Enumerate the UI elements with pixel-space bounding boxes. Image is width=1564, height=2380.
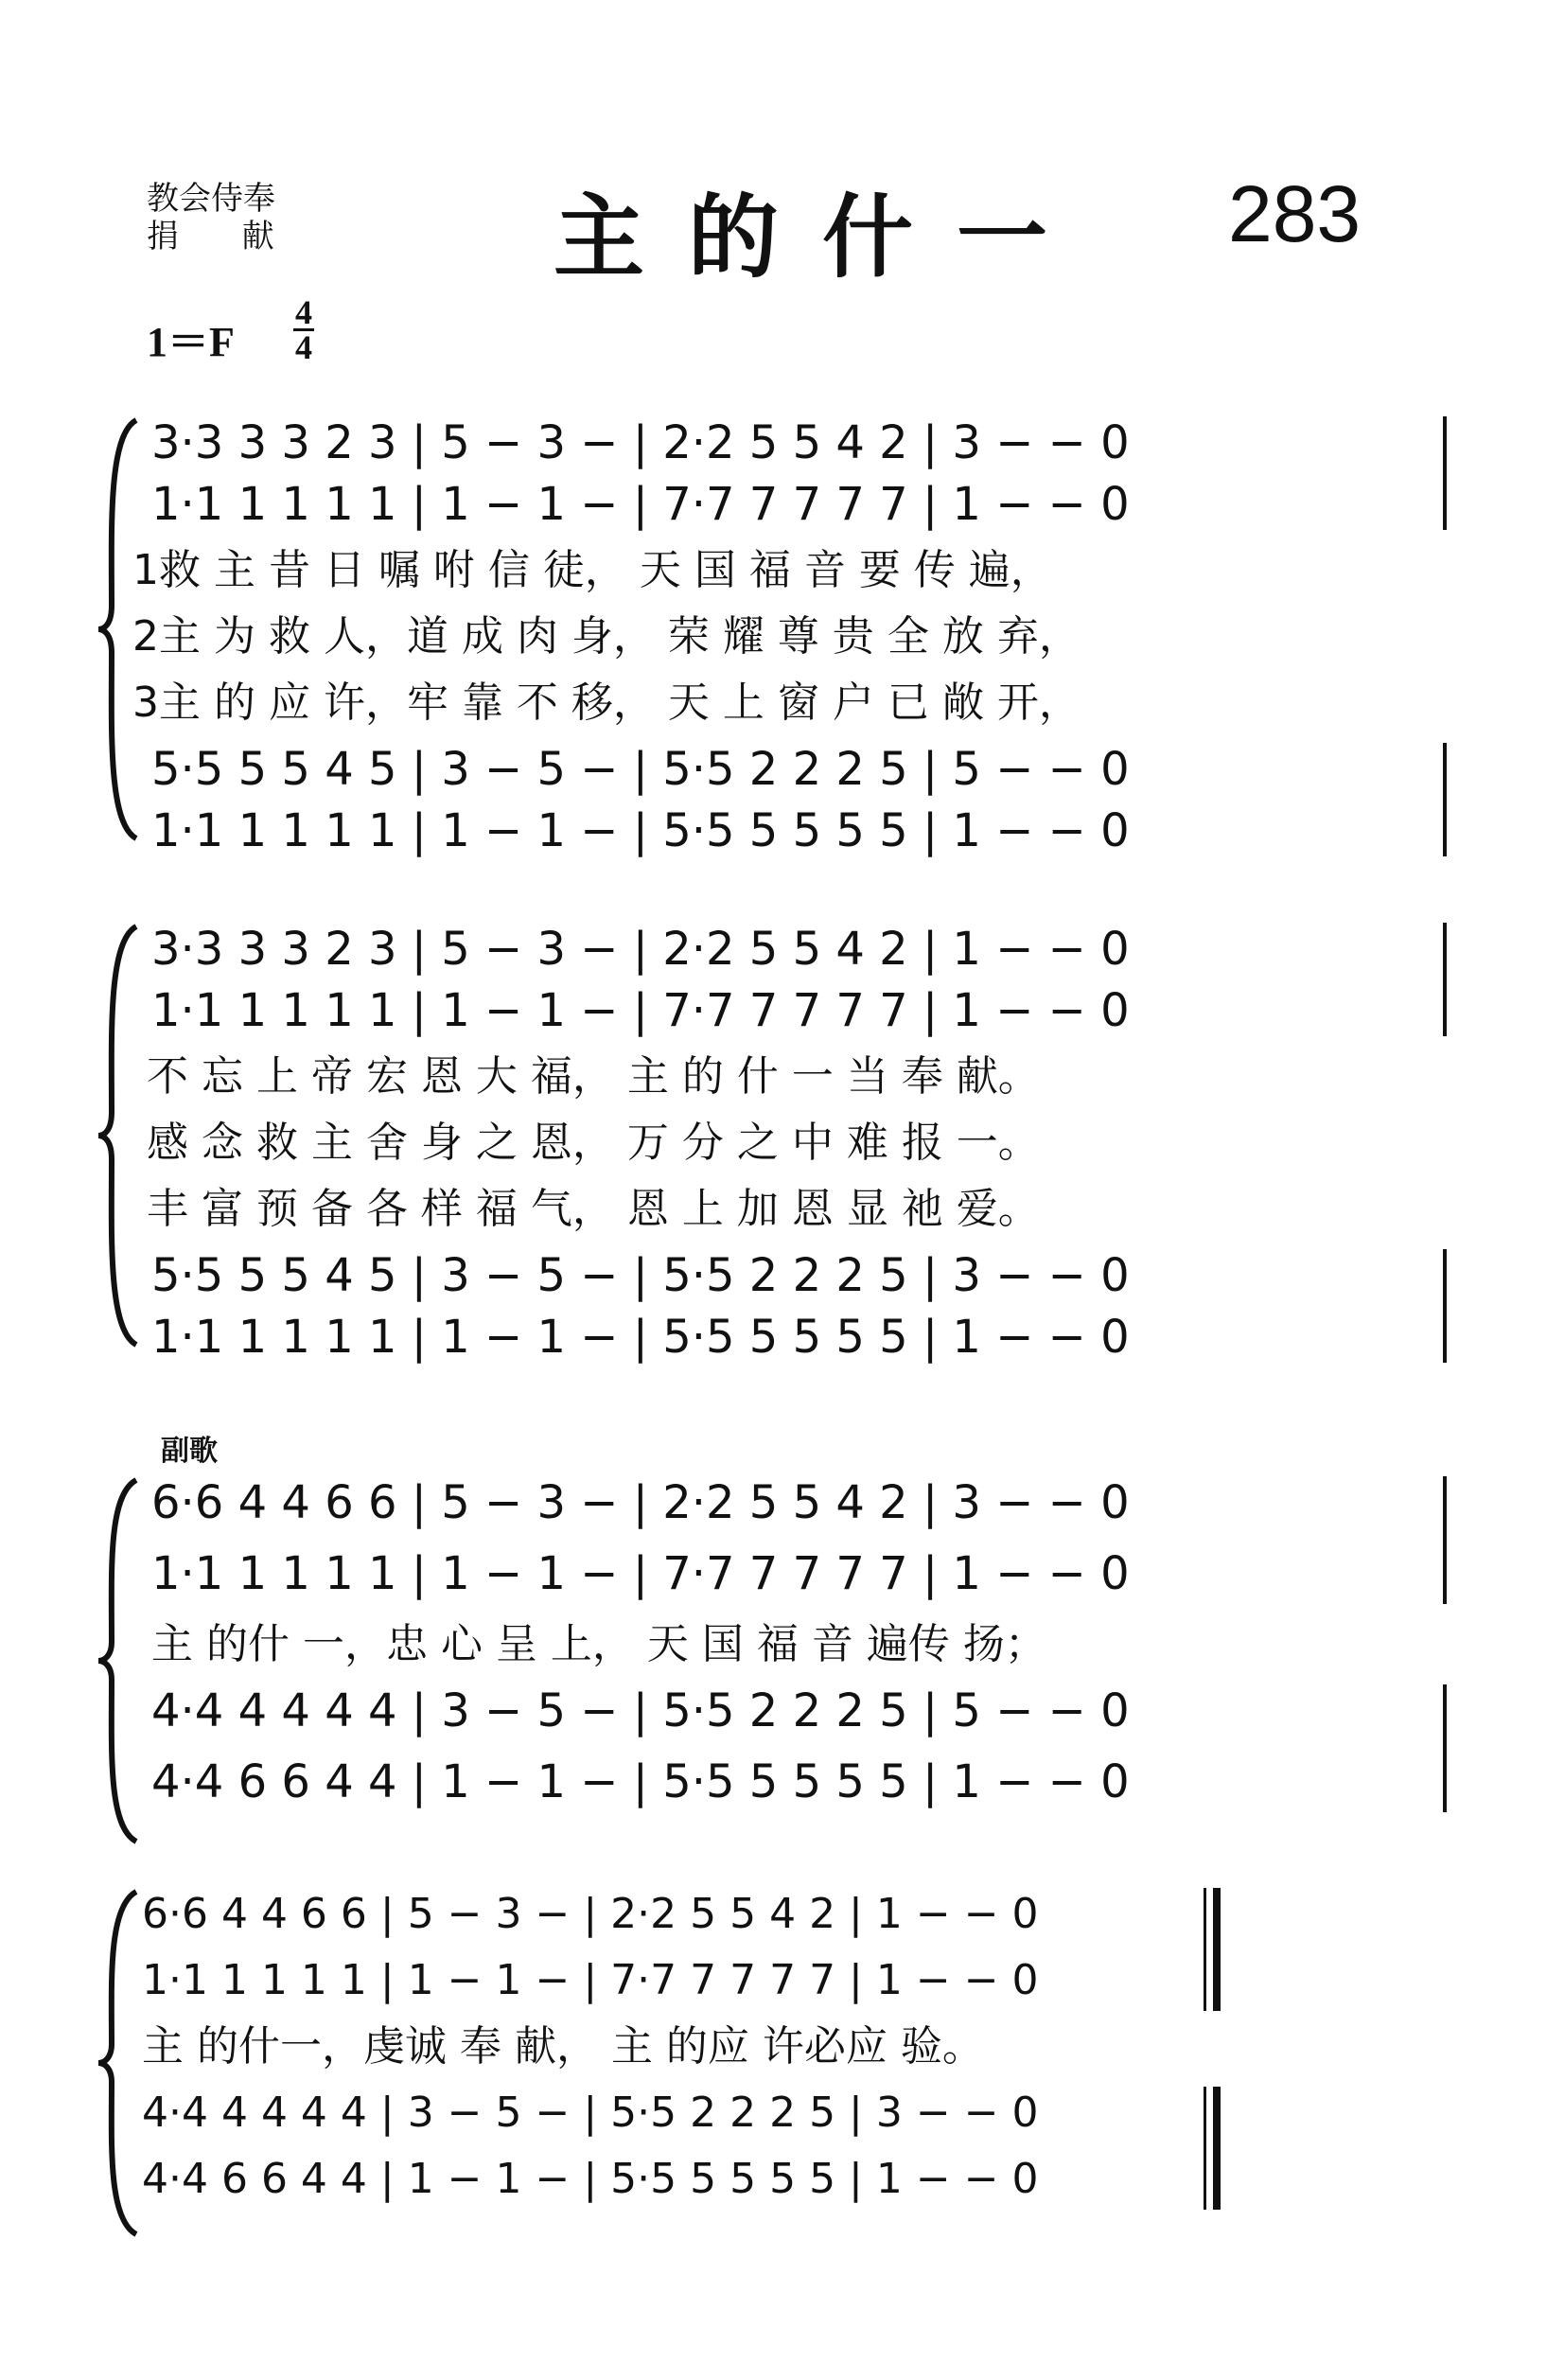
lyric-verse-3: 丰 富 预 备 各 样 福 气， 恩 上 加 恩 显 祂 爱。 <box>147 1185 1040 1233</box>
alto-line: 1·1 1 1 1 1 | 1 − 1 − | 7·7 7 7 7 7 | 1 − − 0 <box>151 984 1130 1037</box>
soprano-line: 6·6 4 4 6 6 | 5 − 3 − | 2·2 5 5 4 2 | 3 − − 0 <box>151 1476 1130 1529</box>
time-signature <box>293 293 314 366</box>
bass-line: 4·4 6 6 4 4 | 1 − 1 − | 5·5 5 5 5 5 | 1 − − 0 <box>151 1755 1130 1808</box>
end-barline <box>1443 416 1447 530</box>
brace-icon <box>95 1888 142 2238</box>
tenor-line: 5·5 5 5 4 5 | 3 − 5 − | 5·5 2 2 2 5 | 3 − − 0 <box>151 1249 1130 1302</box>
chorus-label: 副歌 <box>161 1435 218 1468</box>
category-line2: 捐 献 <box>147 218 301 256</box>
system-3 <box>0 1472 1564 1850</box>
soprano-line: 3·3 3 3 2 3 | 5 − 3 − | 2·2 5 5 4 2 | 3 − − 0 <box>151 416 1130 469</box>
lyric-final: 主 的什一，虔诚 奉 献， 主 的应 许必应 验。 <box>142 2022 984 2071</box>
end-barline <box>1443 923 1447 1036</box>
time-bottom: 4 <box>295 328 312 366</box>
lyric-chorus: 主 的什 一，忠 心 呈 上， 天 国 福 音 遍传 扬； <box>151 1620 1046 1668</box>
category-label <box>147 180 301 256</box>
final-double-barline <box>1204 2087 1222 2210</box>
alto-line: 1·1 1 1 1 1 | 1 − 1 − | 7·7 7 7 7 7 | 1 − − 0 <box>151 478 1130 531</box>
bass-line: 4·4 6 6 4 4 | 1 − 1 − | 5·5 5 5 5 5 | 1 − − 0 <box>142 2155 1039 2203</box>
lyric-verse-2: 感 念 救 主 舍 身 之 恩， 万 分 之 中 难 报 一。 <box>147 1119 1040 1167</box>
lyric-verse-1: 1救 主 昔 日 嘱 咐 信 徒， 天 国 福 音 要 传 遍， <box>132 546 1052 594</box>
tenor-line: 4·4 4 4 4 4 | 3 − 5 − | 5·5 2 2 2 5 | 5 − − 0 <box>151 1684 1130 1737</box>
end-barline <box>1443 743 1447 856</box>
end-barline <box>1443 1684 1447 1812</box>
key-signature: 1＝F <box>147 319 235 365</box>
category-line1: 教会侍奉 <box>147 180 275 218</box>
end-barline <box>1443 1249 1447 1363</box>
system-2 <box>0 913 1564 1364</box>
alto-line: 1·1 1 1 1 1 | 1 − 1 − | 7·7 7 7 7 7 | 1 − − 0 <box>151 1547 1130 1600</box>
soprano-line: 6·6 4 4 6 6 | 5 − 3 − | 2·2 5 5 4 2 | 1 − − 0 <box>142 1890 1039 1938</box>
lyric-verse-1: 不 忘 上 帝 宏 恩 大 福， 主 的 什 一 当 奉 献。 <box>147 1052 1040 1101</box>
bass-line: 1·1 1 1 1 1 | 1 − 1 − | 5·5 5 5 5 5 | 1 − − 0 <box>151 1311 1130 1364</box>
system-1 <box>0 407 1564 857</box>
soprano-line: 3·3 3 3 2 3 | 5 − 3 − | 2·2 5 5 4 2 | 1 − − 0 <box>151 923 1130 976</box>
hymn-number: 283 <box>1228 169 1362 258</box>
bass-line: 1·1 1 1 1 1 | 1 − 1 − | 5·5 5 5 5 5 | 1 − − 0 <box>151 804 1130 857</box>
hymn-title: 主的什一 <box>554 185 1091 291</box>
end-barline <box>1443 1476 1447 1604</box>
system-4 <box>0 1883 1564 2243</box>
lyric-verse-3: 3主 的 应 许，牢 靠 不 移， 天 上 窗 户 已 敞 开， <box>132 679 1081 727</box>
tenor-line: 4·4 4 4 4 4 | 3 − 5 − | 5·5 2 2 2 5 | 3 − − 0 <box>142 2089 1039 2137</box>
time-top: 4 <box>295 293 312 331</box>
alto-line: 1·1 1 1 1 1 | 1 − 1 − | 7·7 7 7 7 7 | 1 − − 0 <box>142 1956 1039 2004</box>
tenor-line: 5·5 5 5 4 5 | 3 − 5 − | 5·5 2 2 2 5 | 5 − − 0 <box>151 743 1130 796</box>
lyric-verse-2: 2主 为 救 人，道 成 肉 身， 荣 耀 尊 贵 全 放 弃， <box>132 612 1081 661</box>
brace-icon <box>95 1476 142 1845</box>
brace-icon <box>95 923 142 1349</box>
final-double-barline <box>1204 1888 1222 2011</box>
